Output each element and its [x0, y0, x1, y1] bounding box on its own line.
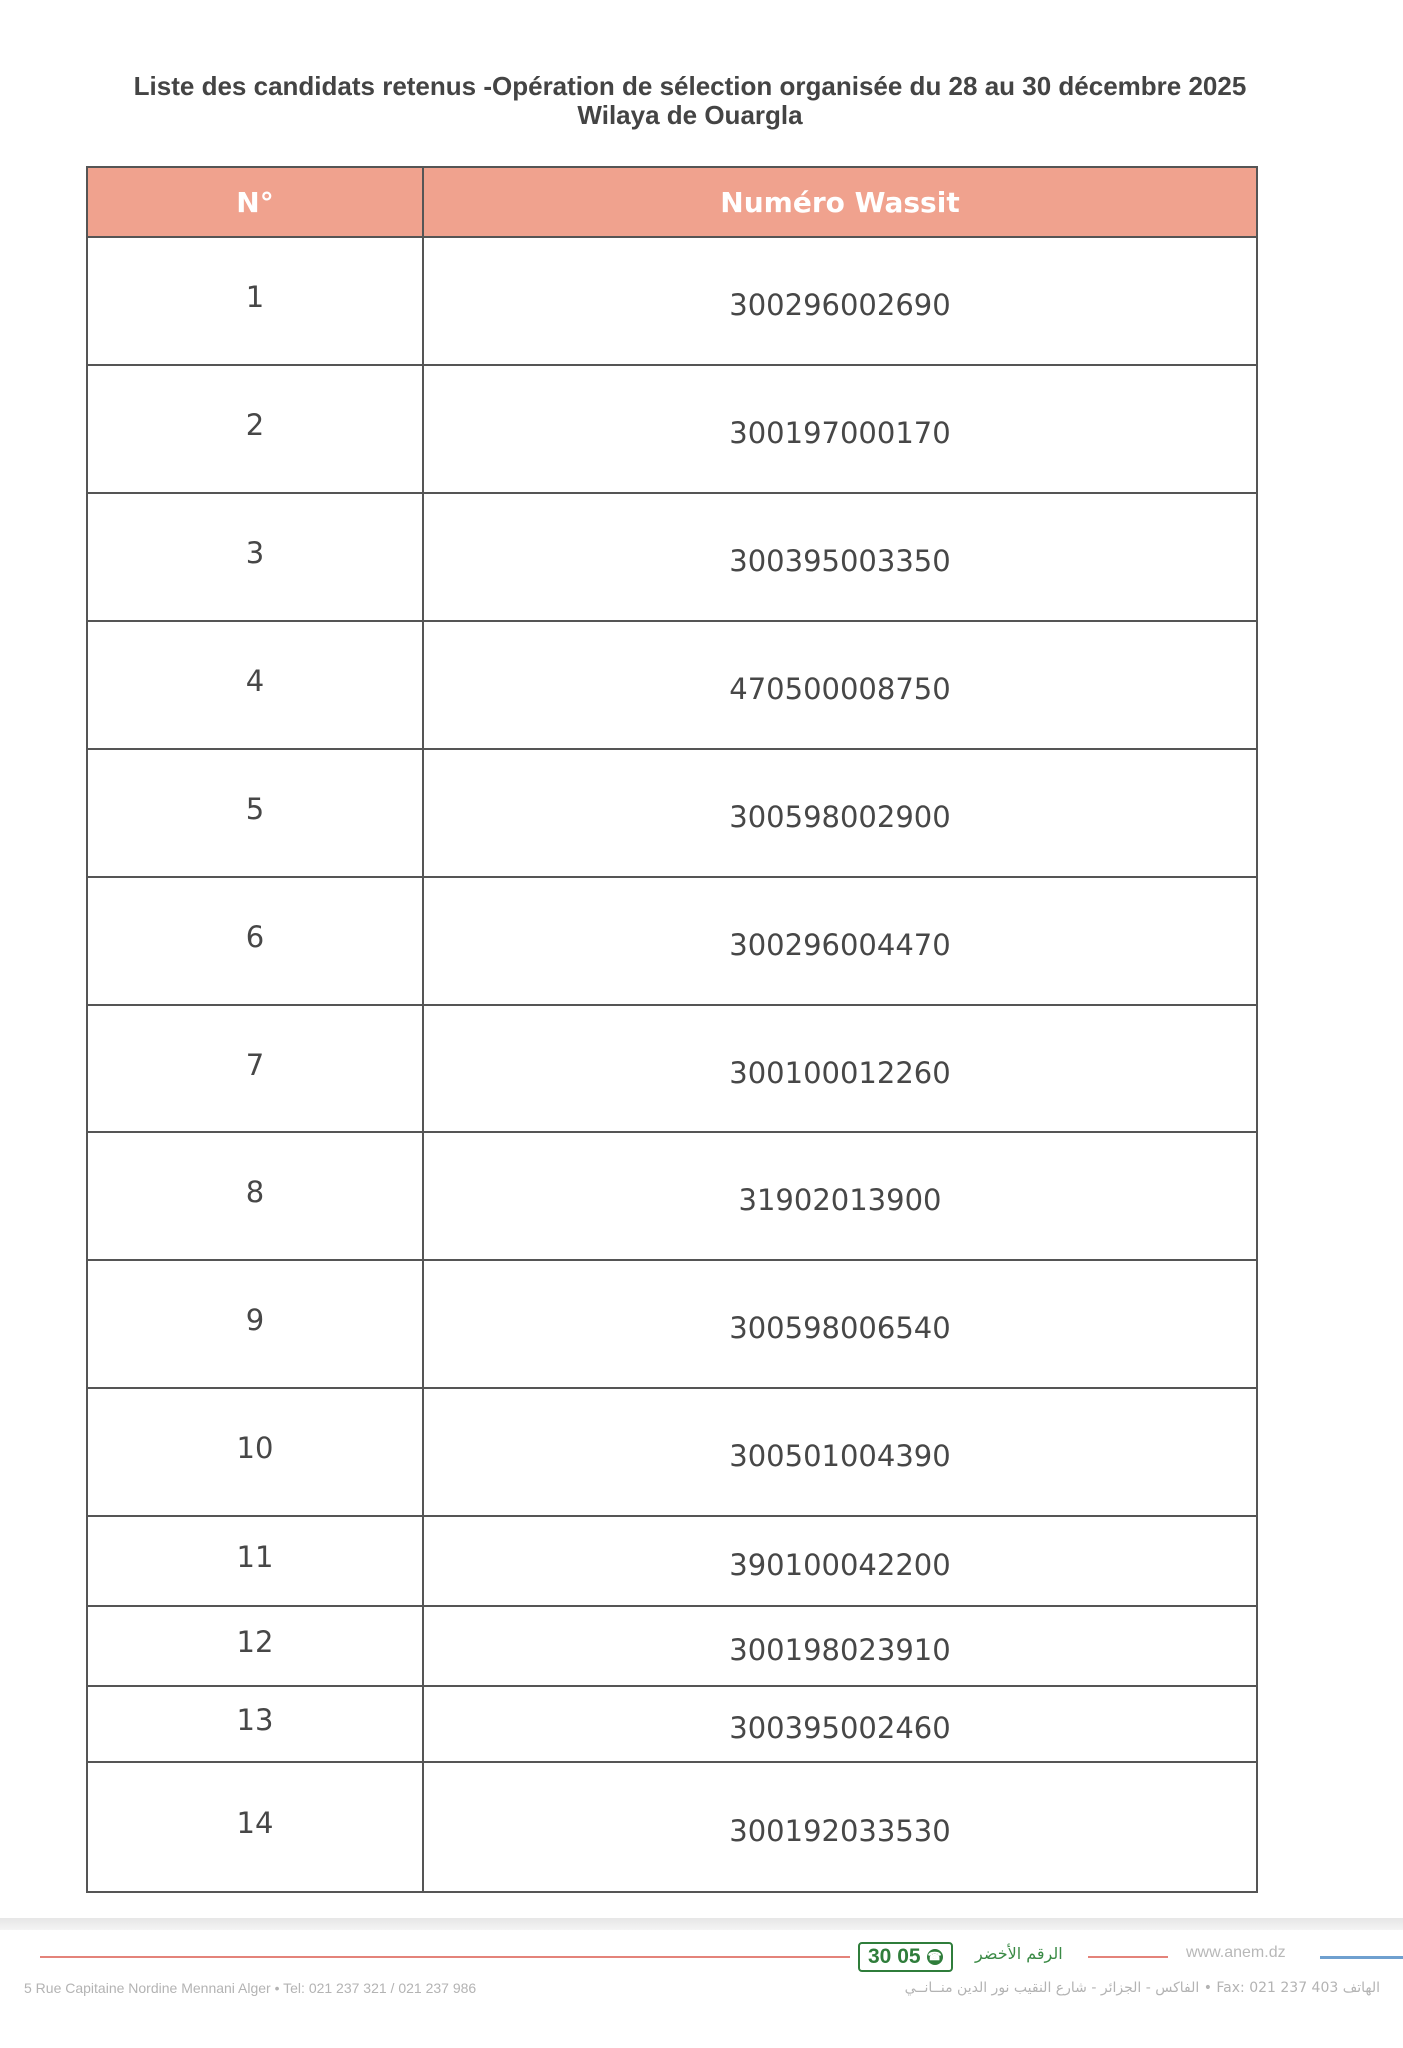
row-wassit-number: 300598006540	[729, 1311, 951, 1345]
phone-icon: ☎	[927, 1951, 942, 1963]
row-number: 8	[88, 1133, 424, 1259]
table-row	[88, 238, 1256, 366]
green-number-badge	[858, 1942, 953, 1972]
table-row	[88, 1261, 1256, 1389]
row-wassit-number: 300197000170	[729, 416, 951, 450]
green-number-label: الرقم الأخضر	[975, 1944, 1063, 1963]
footer-blue-line	[1320, 1956, 1403, 1959]
table-row	[88, 1607, 1256, 1687]
page-footer	[0, 1918, 1403, 2048]
row-wassit-number: 300192033530	[729, 1814, 951, 1848]
page-title	[60, 72, 1320, 130]
table-row	[88, 1687, 1256, 1763]
table-row	[88, 1763, 1256, 1891]
row-number: 6	[88, 878, 424, 1004]
table-body	[88, 238, 1256, 1891]
footer-red-line-right	[1088, 1956, 1168, 1958]
table-row	[88, 494, 1256, 622]
row-number: 4	[88, 622, 424, 748]
address-arabic: الهاتف Fax: 021 237 403 • الفاكس - الجزائر - شارع النقيب نور الدين منــانــي	[904, 1980, 1380, 1996]
row-number: 13	[88, 1687, 424, 1761]
header-wassit: Numéro Wassit	[720, 185, 960, 219]
row-number: 10	[88, 1389, 424, 1515]
row-number: 14	[88, 1763, 424, 1891]
candidates-table	[86, 166, 1258, 1893]
table-row	[88, 878, 1256, 1006]
row-wassit-number: 300598002900	[729, 800, 951, 834]
green-number: 30 05	[868, 1945, 921, 1968]
header-number: N°	[88, 168, 424, 236]
row-wassit-number: 300296002690	[729, 288, 951, 322]
footer-red-line	[40, 1956, 850, 1958]
row-wassit-number: 31902013900	[738, 1183, 942, 1217]
website-link[interactable]: www.anem.dz	[1186, 1944, 1286, 1961]
table-row	[88, 366, 1256, 494]
table-row	[88, 1006, 1256, 1133]
row-number: 1	[88, 238, 424, 364]
row-number: 2	[88, 366, 424, 492]
row-wassit-number: 300100012260	[729, 1055, 951, 1090]
row-wassit-number: 300395003350	[729, 544, 951, 578]
row-number: 12	[88, 1607, 424, 1685]
row-number: 5	[88, 750, 424, 876]
footer-band	[0, 1918, 1403, 1930]
row-number: 7	[88, 1006, 424, 1131]
table-header	[88, 168, 1256, 238]
table-row	[88, 1133, 1256, 1261]
table-row	[88, 1389, 1256, 1517]
row-wassit-number: 300501004390	[729, 1439, 951, 1473]
table-row	[88, 622, 1256, 750]
table-row	[88, 1517, 1256, 1607]
row-number: 3	[88, 494, 424, 620]
row-wassit-number: 300296004470	[729, 928, 951, 962]
row-wassit-number: 390100042200	[729, 1548, 951, 1582]
row-number: 9	[88, 1261, 424, 1387]
address-french: 5 Rue Capitaine Nordine Mennani Alger • Tel: 021 237 321 / 021 237 986	[24, 1980, 477, 1996]
title-line-1: Liste des candidats retenus -Opération de sélection organisée du 28 au 30 décembre 2025	[133, 71, 1247, 101]
row-wassit-number: 470500008750	[729, 672, 951, 706]
title-line-2: Wilaya de Ouargla	[577, 100, 803, 130]
table-row	[88, 750, 1256, 878]
row-wassit-number: 300198023910	[729, 1633, 951, 1667]
row-wassit-number: 300395002460	[729, 1711, 951, 1745]
row-number: 11	[88, 1517, 424, 1605]
